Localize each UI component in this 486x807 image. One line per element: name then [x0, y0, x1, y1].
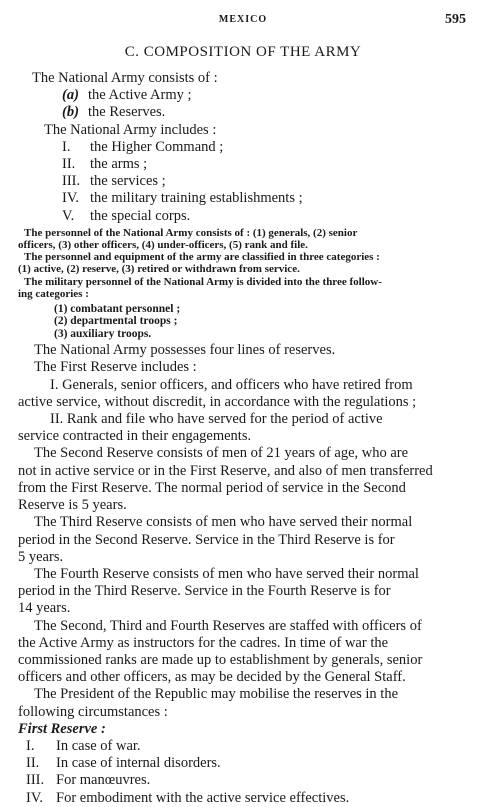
page-header — [0, 14, 486, 30]
reserve-line: The National Army possesses four lines of reserves. — [34, 342, 336, 359]
first-reserve-item — [26, 772, 470, 789]
reserve-line: the Active Army as instructors for the cadres. In time of war the — [18, 634, 389, 651]
reserve-line: The Second, Third and Fourth Reserves are staffed with officers of — [34, 617, 422, 634]
includes-item-label: IV. — [62, 190, 80, 207]
intro-consists: The National Army consists of : — [32, 70, 218, 86]
consists-item-label: (a) — [62, 87, 79, 104]
reserve-line: period in the Third Reserve. Service in the Fourth Reserve is for — [18, 583, 391, 600]
first-reserve-label: First Reserve : — [18, 720, 106, 737]
small-print-line: The personnel of the National Army consists of : (1) generals, (2) senior — [24, 226, 358, 239]
page-number: 595 — [445, 12, 466, 27]
section-title: C. COMPOSITION OF THE ARMY — [124, 44, 362, 60]
small-list-item: (2) departmental troops ; — [54, 315, 178, 328]
small-print-block — [18, 227, 470, 300]
reserve-line: commissioned ranks are made up to establishment by generals, senior — [18, 651, 423, 668]
small-print-line: ing categories : — [18, 287, 89, 300]
reserve-line: The Second Reserve consists of men of 21 years of age, who are — [34, 445, 409, 462]
first-reserve-item-text: For embodiment with the active service effectives. — [56, 789, 350, 806]
small-print-line: The personnel and equipment of the army are classified in three categories : — [24, 251, 380, 264]
consists-item — [62, 104, 470, 121]
first-reserve-item-label: II. — [26, 755, 40, 772]
reserve-line: period in the Second Reserve. Service in the Third Reserve is for — [18, 531, 395, 548]
reserve-line: from the First Reserve. The normal period of service in the Second — [18, 479, 406, 496]
small-print-line: (1) active, (2) reserve, (3) retired or withdrawn from service. — [18, 263, 300, 276]
reserve-line: Reserve is 5 years. — [18, 497, 127, 514]
reserve-line: 14 years. — [18, 600, 71, 617]
consists-item-text: the Reserves. — [88, 104, 166, 121]
intro-includes: The National Army includes : — [44, 121, 217, 138]
reserve-line: service contracted in their engagements. — [18, 428, 252, 445]
includes-item-label: II. — [62, 156, 76, 173]
first-reserve-item — [26, 738, 470, 755]
page-body — [18, 70, 470, 807]
consists-item-text: the Active Army ; — [88, 87, 192, 104]
reserve-line: I. Generals, senior officers, and officers who have retired from — [50, 376, 413, 393]
first-reserve-item-text: In case of war. — [56, 737, 141, 754]
includes-item-text: the Higher Command ; — [90, 138, 224, 155]
includes-item — [62, 190, 470, 207]
reserve-line: The First Reserve includes : — [34, 359, 197, 376]
small-print-line: officers, (3) other officers, (4) under-officers, (5) rank and file. — [18, 239, 308, 252]
first-reserve-item-label: IV. — [26, 789, 44, 806]
small-list-item: (1) combatant personnel ; — [54, 303, 181, 316]
reserve-line: 5 years. — [18, 548, 64, 565]
reserve-line: The Fourth Reserve consists of men who have served their normal — [34, 565, 419, 582]
small-list — [18, 303, 470, 340]
first-reserve-item-label: III. — [26, 772, 45, 789]
reserve-line: II. Rank and file who have served for the period of active — [50, 411, 383, 428]
includes-item-text: the arms ; — [90, 156, 148, 173]
reserve-line: active service, without discredit, in accordance with the regulations ; — [18, 393, 417, 410]
includes-item-label: V. — [62, 207, 75, 224]
consists-item — [62, 87, 470, 104]
includes-item-label: III. — [62, 173, 81, 190]
small-list-item: (3) auxiliary troops. — [54, 327, 152, 340]
reserve-line: The President of the Republic may mobilise the reserves in the — [34, 686, 399, 703]
includes-item-text: the military training establishments ; — [90, 190, 303, 207]
first-reserve-item-text: In case of internal disorders. — [56, 755, 221, 772]
includes-item-text: the special corps. — [90, 207, 191, 224]
includes-item — [62, 173, 470, 190]
reserve-line: not in active service or in the First Reserve, and also of men transferred — [18, 462, 433, 479]
includes-item-label: I. — [62, 138, 71, 155]
small-print-line: The military personnel of the National Army is divided into the three follow- — [24, 275, 382, 288]
first-reserve-item — [26, 755, 470, 772]
running-head: MEXICO — [218, 14, 268, 25]
reserve-line: following circumstances : — [18, 703, 168, 720]
first-reserve-item-text: For manœuvres. — [56, 772, 151, 789]
includes-item — [62, 139, 470, 156]
reserve-line: The Third Reserve consists of men who have served their normal — [34, 514, 413, 531]
includes-item-text: the services ; — [90, 173, 166, 190]
includes-item — [62, 156, 470, 173]
reserve-line: officers and other officers, as may be decided by the General Staff. — [18, 669, 406, 686]
first-reserve-item-label: I. — [26, 737, 35, 754]
includes-item — [62, 208, 470, 225]
consists-item-label: (b) — [62, 104, 79, 121]
first-reserve-item — [26, 790, 470, 807]
